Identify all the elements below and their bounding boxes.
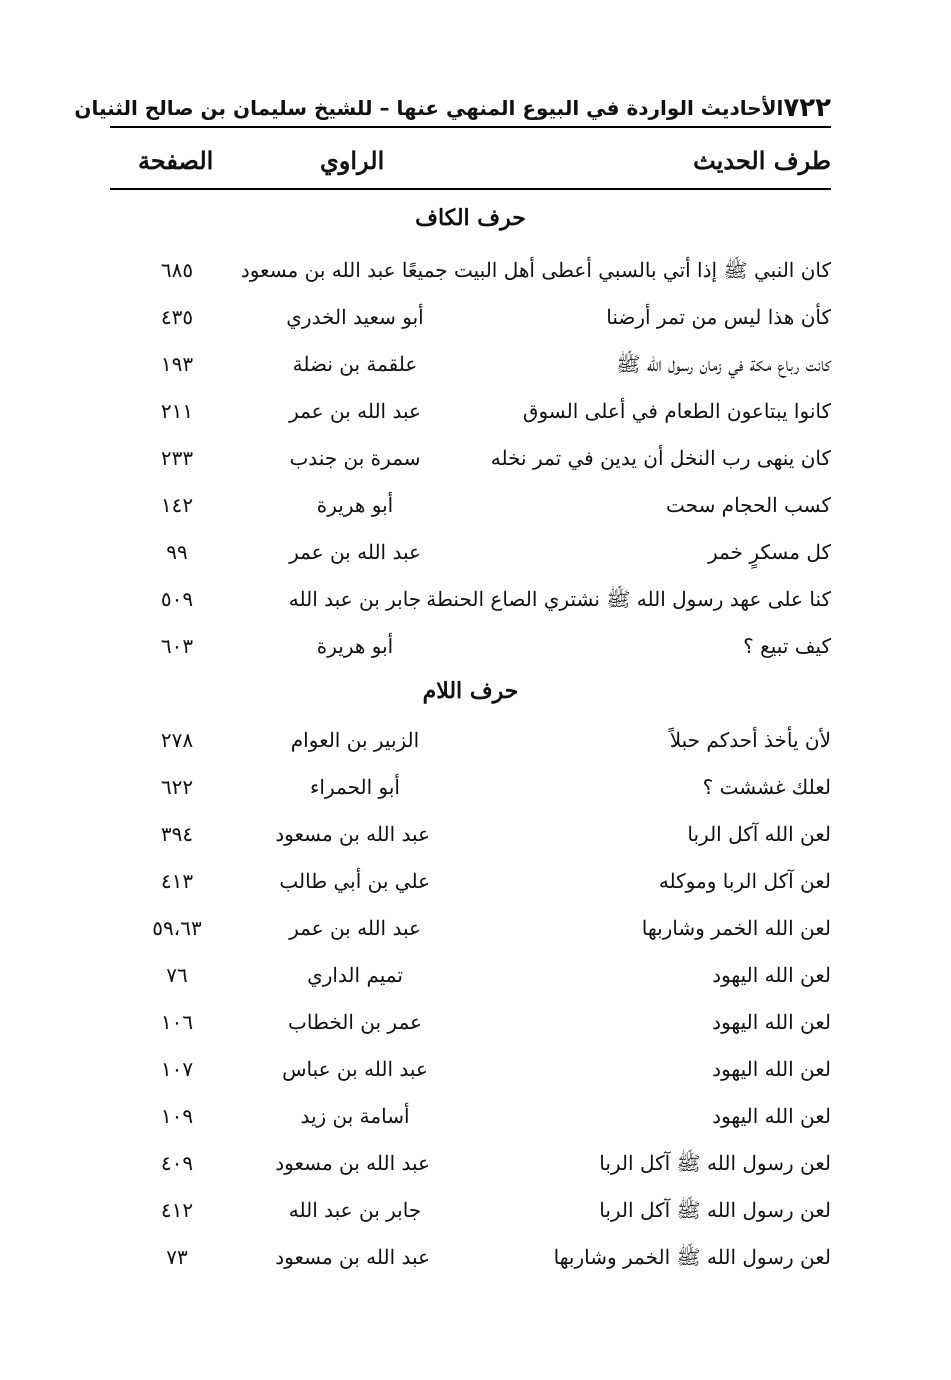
index-row xyxy=(110,1004,831,1044)
page-reference: ٧٣ xyxy=(166,1245,188,1269)
column-headers xyxy=(110,140,831,190)
page-reference: ٢٧٨ xyxy=(160,728,194,752)
column-header-hadith: طرف الحديث xyxy=(693,146,831,175)
index-row xyxy=(110,534,831,574)
narrator-name: أبو هريرة xyxy=(316,493,394,517)
narrator-name: الزبير بن العوام xyxy=(290,728,420,752)
page-reference: ١٤٢ xyxy=(160,493,194,517)
page-reference: ٤١٣ xyxy=(160,869,194,893)
narrator-name: عبد الله بن عباس xyxy=(282,1057,428,1081)
narrator-name: عمر بن الخطاب xyxy=(288,1010,422,1034)
narrator-name: أبو الحمراء xyxy=(310,775,400,799)
page-reference: ١٩٣ xyxy=(160,352,194,376)
hadith-text: لعن الله الخمر وشاربها xyxy=(641,916,831,940)
index-row xyxy=(110,910,831,950)
page-reference: ٤٣٥ xyxy=(160,305,194,329)
hadith-text: لعن الله اليهود xyxy=(712,1057,831,1081)
index-row xyxy=(110,769,831,809)
hadith-text: كانت رباع مكة في زمان رسول الله ﷺ xyxy=(616,352,831,376)
page-reference: ٤١٢ xyxy=(160,1198,194,1222)
page-reference: ٤٠٩ xyxy=(160,1151,194,1175)
column-header-narrator: الراوي xyxy=(320,146,385,175)
narrator-name: أسامة بن زيد xyxy=(300,1104,410,1128)
page-reference: ٦٨٥ xyxy=(160,258,194,282)
narrator-name: أبو سعيد الخدري xyxy=(286,305,424,329)
section-title-kaf: حرف الكاف xyxy=(415,205,526,231)
hadith-text: لعن آكل الربا وموكله xyxy=(658,869,831,893)
section-title-lam: حرف اللام xyxy=(422,678,519,704)
page-reference: ٥٠٩ xyxy=(160,587,194,611)
page-reference: ١٠٦ xyxy=(160,1010,194,1034)
hadith-text: كأن هذا ليس من تمر أرضنا xyxy=(606,305,831,329)
page-reference: ٩٩ xyxy=(166,540,188,564)
index-row xyxy=(110,487,831,527)
index-row xyxy=(110,299,831,339)
page-reference: ١٠٧ xyxy=(160,1057,194,1081)
narrator-name: عبد الله بن مسعود xyxy=(275,1151,430,1175)
hadith-text: لعن الله آكل الربا xyxy=(687,822,831,846)
index-row xyxy=(110,346,831,386)
hadith-text: كل مسكرٍ خمر xyxy=(708,540,831,564)
hadith-text: لعن الله اليهود xyxy=(712,1010,831,1034)
index-row xyxy=(110,1192,831,1232)
hadith-text: كسب الحجام سحت xyxy=(666,493,831,517)
page-reference: ١٠٩ xyxy=(160,1104,194,1128)
index-row xyxy=(110,1145,831,1185)
page-reference: ٦٢٢ xyxy=(160,775,194,799)
page-reference: ٢١١ xyxy=(160,399,194,423)
page-reference: ٥٩،٦٣ xyxy=(152,916,202,940)
index-row xyxy=(110,393,831,433)
index-row xyxy=(110,816,831,856)
hadith-text: لعلك غششت ؟ xyxy=(702,775,831,799)
index-row xyxy=(110,628,831,668)
narrator-name: جابر بن عبد الله xyxy=(288,1198,422,1222)
index-row xyxy=(110,252,831,292)
page-reference: ٧٦ xyxy=(166,963,188,987)
page-reference: ٢٣٣ xyxy=(160,446,194,470)
hadith-text: لعن رسول الله ﷺ آكل الربا xyxy=(599,1151,831,1175)
narrator-name: علقمة بن نضلة xyxy=(292,352,418,376)
hadith-text: كنا على عهد رسول الله ﷺ نشتري الصاع الحنطة xyxy=(426,587,831,611)
hadith-text: كان ينهى رب النخل أن يدين في تمر نخله xyxy=(490,446,831,470)
narrator-name: سمرة بن جندب xyxy=(289,446,421,470)
page-number: ٧٢٢ xyxy=(783,93,831,123)
index-row xyxy=(110,1098,831,1138)
page-reference: ٦٠٣ xyxy=(160,634,194,658)
narrator-name: عبد الله بن عمر xyxy=(289,916,421,940)
running-head xyxy=(74,90,831,128)
narrator-name: عبد الله بن عمر xyxy=(289,399,421,423)
hadith-text: لعن رسول الله ﷺ آكل الربا xyxy=(599,1198,831,1222)
narrator-name: عبد الله بن مسعود xyxy=(275,822,430,846)
index-row xyxy=(110,863,831,903)
hadith-text: لأن يأخذ أحدكم حبلاً xyxy=(669,728,831,752)
hadith-text: كانوا يبتاعون الطعام في أعلى السوق xyxy=(522,399,831,423)
index-row xyxy=(110,957,831,997)
index-row xyxy=(110,1239,831,1279)
page-reference: ٣٩٤ xyxy=(160,822,194,846)
index-row xyxy=(110,581,831,621)
index-row xyxy=(110,1051,831,1091)
hadith-text: لعن الله اليهود xyxy=(712,1104,831,1128)
narrator-name: عبد الله بن مسعود xyxy=(275,1245,430,1269)
narrator-name: عبد الله بن عمر xyxy=(289,540,421,564)
narrator-name: تميم الداري xyxy=(307,963,403,987)
book-title: الأحاديث الواردة في البيوع المنهي عنها – للشيخ سليمان بن صالح الثنيان xyxy=(74,96,784,120)
hadith-text: كيف تبيع ؟ xyxy=(743,634,831,658)
hadith-text: لعن الله اليهود xyxy=(712,963,831,987)
index-row xyxy=(110,440,831,480)
column-header-page: الصفحة xyxy=(138,146,214,175)
index-row xyxy=(110,722,831,762)
hadith-text: كان النبي ﷺ إذا أتي بالسبي أعطى أهل البيت جميعًا عبد الله بن مسعود xyxy=(240,258,831,282)
narrator-name: أبو هريرة xyxy=(316,634,394,658)
hadith-text: لعن رسول الله ﷺ الخمر وشاربها xyxy=(553,1245,831,1269)
narrator-name: علي بن أبي طالب xyxy=(279,869,430,893)
narrator-name: جابر بن عبد الله xyxy=(288,587,422,611)
